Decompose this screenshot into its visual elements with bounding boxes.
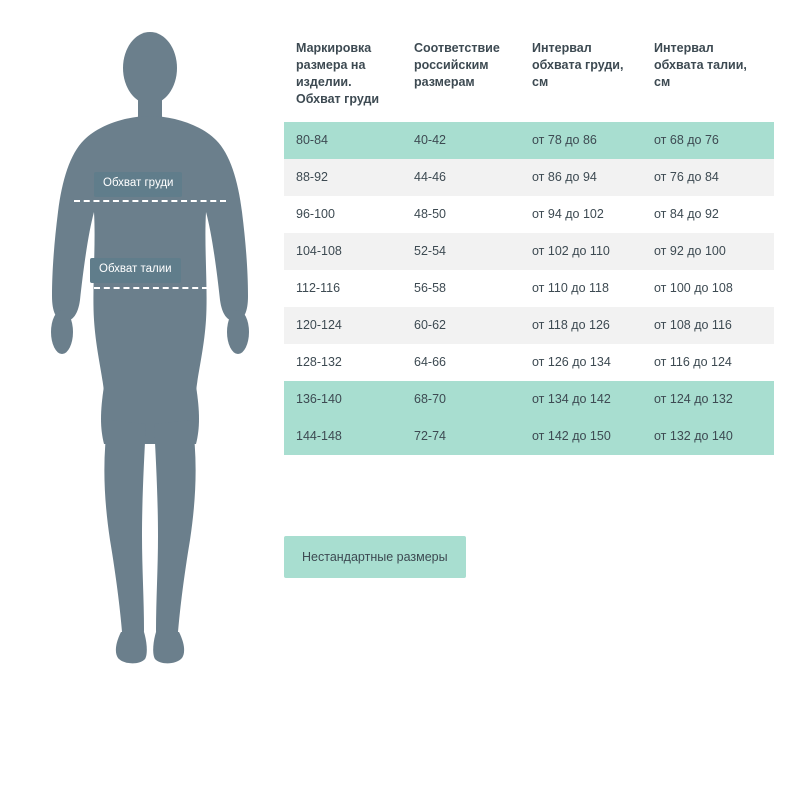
cell-russian-size: 68-70	[402, 381, 520, 418]
table-row	[284, 233, 774, 270]
table-row	[284, 381, 774, 418]
cell-marking: 128-132	[284, 344, 402, 381]
male-body-silhouette	[28, 20, 273, 680]
cell-russian-size: 72-74	[402, 418, 520, 455]
table-row	[284, 270, 774, 307]
table-body	[284, 122, 774, 455]
cell-waist-range: от 108 до 116	[642, 307, 774, 344]
cell-russian-size: 64-66	[402, 344, 520, 381]
table-header-row	[284, 30, 774, 122]
column-header-russian-size: Соответствие российским размерам	[402, 30, 520, 122]
waist-measure-line	[94, 287, 208, 289]
cell-marking: 104-108	[284, 233, 402, 270]
cell-russian-size: 56-58	[402, 270, 520, 307]
cell-russian-size: 40-42	[402, 122, 520, 159]
size-table-wrap	[284, 30, 774, 455]
cell-chest-range: от 118 до 126	[520, 307, 642, 344]
cell-marking: 136-140	[284, 381, 402, 418]
cell-waist-range: от 68 до 76	[642, 122, 774, 159]
body-figure	[28, 20, 273, 680]
cell-chest-range: от 134 до 142	[520, 381, 642, 418]
cell-marking: 96-100	[284, 196, 402, 233]
cell-chest-range: от 142 до 150	[520, 418, 642, 455]
column-header-chest-range: Интервал обхвата груди, см	[520, 30, 642, 122]
cell-chest-range: от 86 до 94	[520, 159, 642, 196]
cell-marking: 88-92	[284, 159, 402, 196]
table-row	[284, 196, 774, 233]
table-row	[284, 418, 774, 455]
cell-chest-range: от 126 до 134	[520, 344, 642, 381]
table-row	[284, 307, 774, 344]
cell-waist-range: от 124 до 132	[642, 381, 774, 418]
chest-measure-line	[74, 200, 226, 202]
cell-chest-range: от 78 до 86	[520, 122, 642, 159]
cell-waist-range: от 84 до 92	[642, 196, 774, 233]
table-row	[284, 344, 774, 381]
cell-russian-size: 48-50	[402, 196, 520, 233]
cell-waist-range: от 100 до 108	[642, 270, 774, 307]
table-row	[284, 122, 774, 159]
cell-marking: 112-116	[284, 270, 402, 307]
cell-russian-size: 60-62	[402, 307, 520, 344]
cell-waist-range: от 92 до 100	[642, 233, 774, 270]
nonstandard-sizes-note: Нестандартные размеры	[284, 536, 466, 578]
table-header	[284, 30, 774, 122]
cell-marking: 144-148	[284, 418, 402, 455]
cell-chest-range: от 110 до 118	[520, 270, 642, 307]
cell-waist-range: от 116 до 124	[642, 344, 774, 381]
cell-chest-range: от 94 до 102	[520, 196, 642, 233]
table-row	[284, 159, 774, 196]
cell-waist-range: от 132 до 140	[642, 418, 774, 455]
cell-marking: 120-124	[284, 307, 402, 344]
chest-label: Обхват груди	[94, 172, 182, 197]
waist-label: Обхват талии	[90, 258, 181, 283]
cell-russian-size: 52-54	[402, 233, 520, 270]
column-header-marking: Маркировка размера на изделии. Обхват груди	[284, 30, 402, 122]
cell-russian-size: 44-46	[402, 159, 520, 196]
column-header-waist-range: Интервал обхвата талии, см	[642, 30, 774, 122]
size-table	[284, 30, 774, 455]
cell-waist-range: от 76 до 84	[642, 159, 774, 196]
cell-marking: 80-84	[284, 122, 402, 159]
cell-chest-range: от 102 до 110	[520, 233, 642, 270]
